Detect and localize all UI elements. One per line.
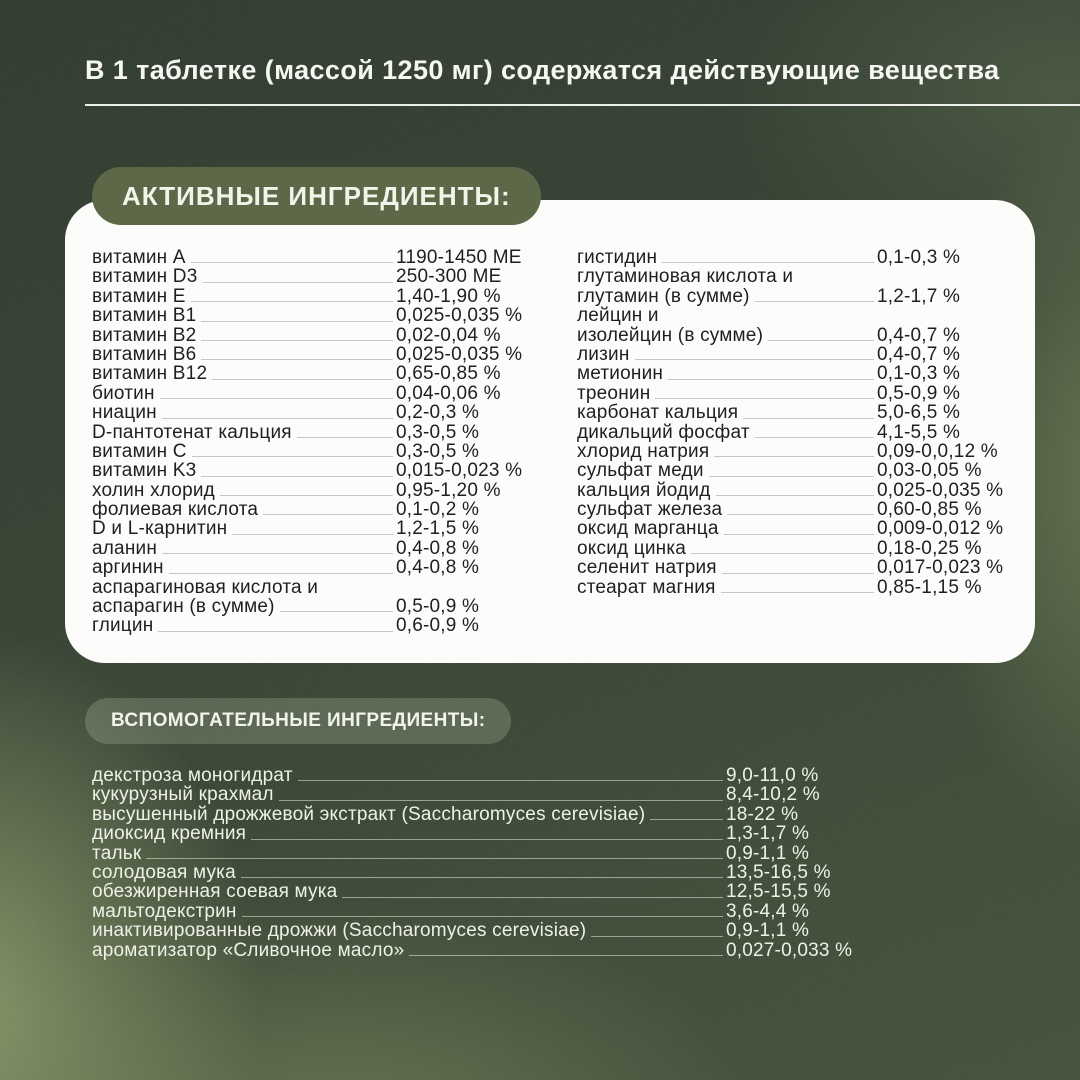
ingredient-value: 0,60-0,85 %	[877, 499, 982, 521]
ingredient-row	[92, 785, 972, 804]
active-ingredients-card	[65, 200, 1035, 663]
ingredient-name: витамин C	[92, 440, 187, 462]
ingredient-name: декстроза моногидрат	[92, 764, 293, 786]
ingredient-row	[577, 267, 1022, 286]
ingredient-row	[92, 481, 544, 500]
ingredient-row	[92, 539, 544, 558]
leader-line	[662, 262, 874, 263]
ingredient-value: 9,0-11,0 %	[726, 764, 819, 786]
ingredient-name: витамин D3	[92, 266, 198, 288]
auxiliary-ingredients-list	[92, 766, 972, 960]
leader-line	[146, 858, 723, 859]
ingredient-name: мальтодекстрин	[92, 900, 237, 922]
ingredient-value: 0,1-0,3 %	[877, 246, 961, 268]
ingredient-name: глутамин (в сумме)	[577, 285, 750, 307]
ingredient-name: витамин B1	[92, 305, 197, 327]
leader-line	[709, 476, 874, 477]
ingredient-value: 1,2-1,7 %	[877, 285, 961, 307]
leader-line	[201, 340, 393, 341]
ingredient-value: 0,015-0,023 %	[396, 460, 523, 482]
ingredient-name: аспарагин (в сумме)	[92, 596, 275, 618]
ingredient-value: 0,6-0,9 %	[396, 615, 480, 637]
ingredient-name: фолиевая кислота	[92, 499, 259, 521]
ingredient-row	[92, 766, 972, 785]
ingredient-name: витамин K3	[92, 460, 197, 482]
ingredient-value: 0,04-0,06 %	[396, 382, 501, 404]
ingredient-row	[577, 442, 1022, 461]
ingredient-row	[92, 558, 544, 577]
auxiliary-ingredients-badge	[85, 698, 511, 744]
ingredient-value: 0,18-0,25 %	[877, 537, 982, 559]
leader-line	[201, 476, 393, 477]
ingredient-name: изолейцин (в сумме)	[577, 324, 764, 346]
leader-line	[232, 534, 393, 535]
ingredient-name: аспарагиновая кислота и	[92, 576, 319, 598]
ingredient-row	[577, 423, 1022, 442]
ingredient-row	[92, 902, 972, 921]
ingredient-name: витамин B6	[92, 343, 197, 365]
ingredient-name: кукурузный крахмал	[92, 784, 274, 806]
leader-line	[160, 398, 393, 399]
ingredient-row	[577, 345, 1022, 364]
ingredient-name: оксид цинка	[577, 537, 687, 559]
leader-line	[263, 514, 393, 515]
leader-line	[158, 631, 393, 632]
ingredient-value: 0,4-0,8 %	[396, 557, 480, 579]
ingredient-name: треонин	[577, 382, 651, 404]
ingredient-row	[92, 248, 544, 267]
ingredient-name: лейцин и	[577, 305, 659, 327]
ingredient-name: D-пантотенат кальция	[92, 421, 292, 443]
ingredient-name: солодовая мука	[92, 861, 236, 883]
leader-line	[241, 877, 723, 878]
ingredient-value: 0,025-0,035 %	[396, 305, 523, 327]
leader-line	[191, 262, 393, 263]
ingredient-value: 250-300 МЕ	[396, 266, 502, 288]
ingredient-name: витамин B12	[92, 363, 208, 385]
ingredient-row	[577, 403, 1022, 422]
ingredient-name: дикальций фосфат	[577, 421, 750, 443]
ingredient-name: ароматизатор «Сливочное масло»	[92, 939, 405, 961]
leader-line	[201, 359, 393, 360]
ingredient-value: 0,03-0,05 %	[877, 460, 982, 482]
ingredient-row	[92, 403, 544, 422]
ingredient-row	[92, 824, 972, 843]
ingredient-value: 1,2-1,5 %	[396, 518, 480, 540]
ingredient-row	[92, 345, 544, 364]
ingredient-value: 0,017-0,023 %	[877, 557, 1004, 579]
ingredient-row	[577, 326, 1022, 345]
ingredient-row	[92, 805, 972, 824]
leader-line	[755, 437, 874, 438]
ingredient-row	[92, 500, 544, 519]
ingredient-row	[92, 863, 972, 882]
leader-line	[591, 936, 723, 937]
ingredient-name: аргинин	[92, 557, 164, 579]
ingredient-row	[92, 326, 544, 345]
ingredient-name: тальк	[92, 842, 142, 864]
leader-line	[650, 819, 723, 820]
ingredient-row	[577, 364, 1022, 383]
ingredient-value: 13,5-16,5 %	[726, 861, 831, 883]
leader-line	[768, 340, 874, 341]
leader-line	[192, 456, 393, 457]
leader-line	[724, 534, 874, 535]
leader-line	[297, 437, 393, 438]
ingredient-name: инактивированные дрожжи (Saccharomyces cerevisiae)	[92, 920, 587, 942]
ingredient-row	[577, 287, 1022, 306]
ingredient-row	[92, 306, 544, 325]
ingredient-value: 0,3-0,5 %	[396, 440, 480, 462]
ingredient-value: 0,9-1,1 %	[726, 842, 810, 864]
leader-line	[721, 592, 874, 593]
ingredient-name: стеарат магния	[577, 576, 716, 598]
active-ingredients-badge-label: АКТИВНЫЕ ИНГРЕДИЕНТЫ:	[122, 180, 511, 211]
ingredient-name: витамин B2	[92, 324, 197, 346]
leader-line	[635, 359, 874, 360]
leader-line	[251, 839, 723, 840]
leader-line	[279, 800, 723, 801]
leader-line	[212, 379, 393, 380]
ingredient-value: 0,09-0,0,12 %	[877, 440, 998, 462]
ingredient-value: 0,1-0,3 %	[877, 363, 961, 385]
ingredient-value: 0,4-0,7 %	[877, 343, 961, 365]
ingredient-row	[92, 941, 972, 960]
title-underline	[85, 104, 1080, 106]
ingredient-value: 18-22 %	[726, 803, 799, 825]
ingredient-value: 0,5-0,9 %	[877, 382, 961, 404]
leader-line	[722, 573, 874, 574]
leader-line	[727, 514, 874, 515]
ingredient-value: 1,3-1,7 %	[726, 823, 810, 845]
ingredient-row	[92, 519, 544, 538]
ingredient-name: кальция йодид	[577, 479, 711, 501]
leader-line	[298, 780, 723, 781]
ingredient-value: 0,65-0,85 %	[396, 363, 501, 385]
ingredient-value: 0,025-0,035 %	[877, 479, 1004, 501]
ingredient-value: 0,3-0,5 %	[396, 421, 480, 443]
ingredient-value: 12,5-15,5 %	[726, 881, 831, 903]
active-ingredients-right-column	[577, 248, 1022, 597]
ingredient-row	[577, 248, 1022, 267]
leader-line	[714, 456, 874, 457]
ingredient-row	[92, 616, 544, 635]
leader-line	[668, 379, 874, 380]
ingredient-name: обезжиренная соевая мука	[92, 881, 338, 903]
leader-line	[342, 897, 723, 898]
ingredient-name: витамин A	[92, 246, 186, 268]
ingredient-name: аланин	[92, 537, 158, 559]
ingredient-value: 0,025-0,035 %	[396, 343, 523, 365]
ingredient-row	[577, 481, 1022, 500]
ingredient-name: оксид марганца	[577, 518, 719, 540]
ingredient-row	[577, 461, 1022, 480]
leader-line	[409, 955, 723, 956]
active-ingredients-left-column	[92, 248, 544, 636]
leader-line	[162, 553, 393, 554]
ingredient-row	[577, 306, 1022, 325]
ingredient-row	[577, 558, 1022, 577]
leader-line	[280, 611, 393, 612]
ingredient-row	[92, 844, 972, 863]
ingredient-row	[577, 384, 1022, 403]
ingredient-row	[92, 423, 544, 442]
ingredient-value: 1,40-1,90 %	[396, 285, 501, 307]
ingredient-value: 0,2-0,3 %	[396, 402, 480, 424]
ingredient-row	[92, 597, 544, 616]
ingredient-name: высушенный дрожжевой экстракт (Saccharomyces cerevisiae)	[92, 803, 646, 825]
ingredient-value: 0,4-0,7 %	[877, 324, 961, 346]
ingredient-row	[577, 578, 1022, 597]
leader-line	[691, 553, 874, 554]
ingredient-name: селенит натрия	[577, 557, 717, 579]
ingredient-row	[92, 578, 544, 597]
active-ingredients-badge	[92, 167, 541, 225]
ingredient-value: 0,1-0,2 %	[396, 499, 480, 521]
ingredient-name: сульфат меди	[577, 460, 704, 482]
leader-line	[191, 301, 393, 302]
leader-line	[655, 398, 874, 399]
ingredient-value: 1190-1450 МЕ	[396, 246, 522, 268]
auxiliary-ingredients-badge-label: ВСПОМОГАТЕЛЬНЫЕ ИНГРЕДИЕНТЫ:	[111, 710, 486, 731]
leader-line	[716, 495, 875, 496]
ingredient-row	[92, 442, 544, 461]
leader-line	[203, 282, 394, 283]
ingredient-name: витамин E	[92, 285, 186, 307]
leader-line	[242, 916, 723, 917]
ingredient-value: 0,009-0,012 %	[877, 518, 1004, 540]
ingredient-name: холин хлорид	[92, 479, 215, 501]
ingredient-row	[92, 461, 544, 480]
ingredient-name: глутаминовая кислота и	[577, 266, 794, 288]
ingredient-value: 0,5-0,9 %	[396, 596, 480, 618]
ingredient-value: 0,027-0,033 %	[726, 939, 853, 961]
ingredient-name: биотин	[92, 382, 155, 404]
ingredient-name: диоксид кремния	[92, 823, 247, 845]
ingredient-row	[577, 500, 1022, 519]
ingredient-name: глицин	[92, 615, 154, 637]
ingredient-name: хлорид натрия	[577, 440, 710, 462]
ingredient-name: сульфат железа	[577, 499, 723, 521]
ingredient-row	[577, 519, 1022, 538]
ingredient-value: 0,95-1,20 %	[396, 479, 501, 501]
leader-line	[743, 418, 874, 419]
leader-line	[162, 418, 393, 419]
ingredient-row	[92, 364, 544, 383]
ingredient-name: метионин	[577, 363, 664, 385]
leader-line	[755, 301, 874, 302]
leader-line	[220, 495, 393, 496]
ingredient-row	[92, 267, 544, 286]
ingredient-name: карбонат кальция	[577, 402, 739, 424]
ingredient-name: гистидин	[577, 246, 658, 268]
ingredient-value: 0,4-0,8 %	[396, 537, 480, 559]
ingredient-name: ниацин	[92, 402, 157, 424]
ingredient-value: 4,1-5,5 %	[877, 421, 961, 443]
leader-line	[169, 573, 393, 574]
ingredient-value: 3,6-4,4 %	[726, 900, 810, 922]
ingredient-row	[577, 539, 1022, 558]
ingredient-name: D и L-карнитин	[92, 518, 228, 540]
ingredient-value: 0,85-1,15 %	[877, 576, 982, 598]
ingredient-value: 8,4-10,2 %	[726, 784, 820, 806]
ingredient-row	[92, 384, 544, 403]
ingredient-row	[92, 921, 972, 940]
ingredient-row	[92, 287, 544, 306]
ingredient-row	[92, 882, 972, 901]
page-title: В 1 таблетке (массой 1250 мг) содержатся действующие вещества	[85, 55, 1000, 85]
ingredient-value: 0,9-1,1 %	[726, 920, 810, 942]
ingredient-value: 5,0-6,5 %	[877, 402, 961, 424]
leader-line	[201, 321, 393, 322]
ingredient-value: 0,02-0,04 %	[396, 324, 501, 346]
ingredient-name: лизин	[577, 343, 630, 365]
